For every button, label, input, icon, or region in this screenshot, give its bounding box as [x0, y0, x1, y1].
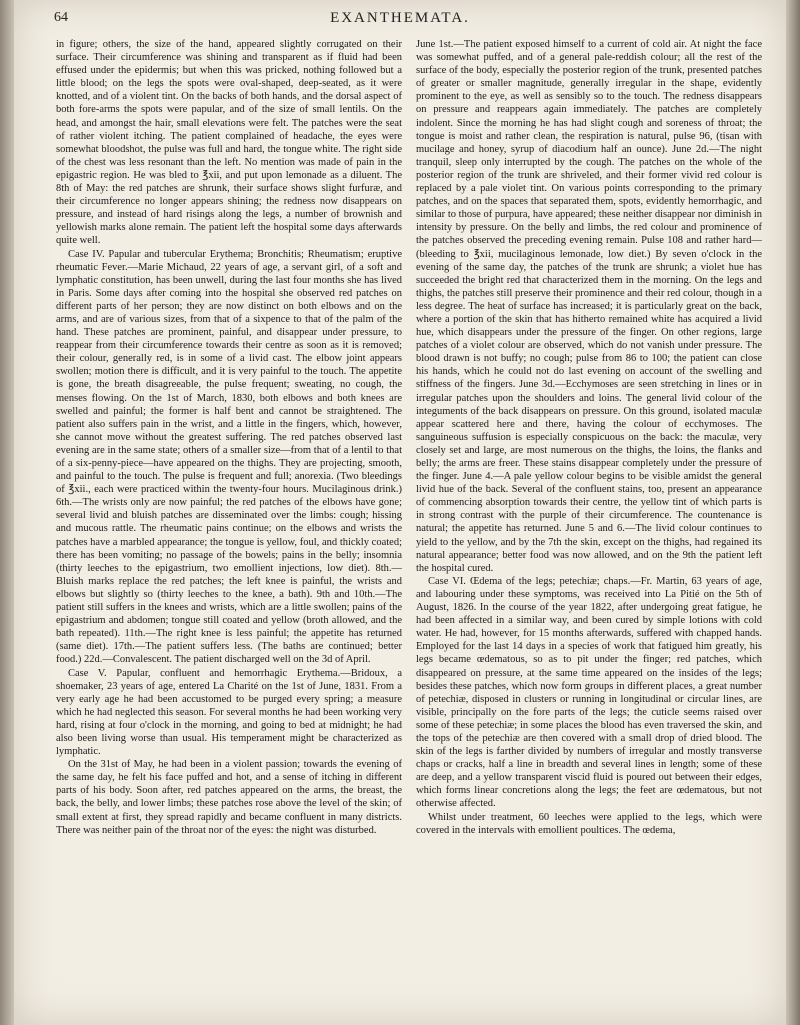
- paragraph: in figure; others, the size of the hand, appeared slightly corrugated on their surface. Their circumference was shining and transparent as if fluid had been effused under the epidermis; but when this was pricked, nothing followed but a little blood; on the legs the spots were oval-shaped, deep-seated, as it were knotted, and of a violent tint. On the backs of both hands, and the dorsal aspect of both fore-arms the spots were papular, and of the size of small lentils. On the head, and amongst the hair, small elevations were felt. The patches were the seat of rather violent itching. The patient complained of headache, the eyes were somewhat bloodshot, the pulse was full and hard, the tongue white. The right side of the chest was less resonant than the left. No mention was made of pain in the epigastric region. He was bled to ℥xii, and put upon lemonade as a diluent. The 8th of May: the red patches are shrunk, their surface shows slight furfuræ, and their circumference no longer appears shining; the redness now disappears on pressure, and instead of hard risings along the legs, a number of brownish and yellowish marks alone remain. The patient left the hospital some days afterwards quite well.: [56, 39, 402, 247]
- page-header: [34, 10, 766, 32]
- running-head: EXANTHEMATA.: [330, 10, 470, 26]
- book-page: [14, 0, 786, 1025]
- paragraph: Case IV. Papular and tubercular Erythema; Bronchitis; Rheumatism; eruptive rheumatic Fever.—Marie Michaud, 22 years of age, a servant girl, of a soft and lymphatic constitution, has been unwell, during the last four months she has lived in Paris. Some days after coming into the hospital she observed red patches on different parts of her person; they are now distinct on both elbows and on the arms, and are of various sizes, from that of a sixpence to that of the palm of the hand. These patches are prominent, painful, and disappear under pressure, to reappear from their circumference towards their centre as soon as it is removed; their colour, generally red, is in some of a livid cast. The elbow joint appears swollen; motion there is difficult, and it is very painful to the touch. The appetite is gone, the breath disagreeable, the pulse frequent; sweating, no cough, the menses flowing. On the 1st of March, 1830, both elbows and both knees are swelled and painful; the former is half bent and cannot be straightened. The patient also suffers pain in the wrist, and a little in the fingers, which, however, she cannot move without the greatest suffering. The red patches observed last evening are in the same state; others of a smaller size—from that of a lentil to that of a six-penny-piece—have appeared on the thighs. They are projecting, smooth, and painful to the touch. The pulse is frequent and full; anorexia. (Two bleedings of ℥xii., each were practiced within the twenty-four hours. Mucilaginous drink.) 6th.—The wrists only are now painful; the red patches of the elbows have gone; several livid and bluish patches are disseminated over the limbs: cough; hissing and mucous rattle. The rheumatic pains continue; on the elbows and wrists the patches have a marbled appearance; the tongue is yellow, foul, and thickly coated; there has been vomiting; no passage of the bowels; pains in the belly; insomnia (thirty leeches to the epigastrium, two emollient injections, low diet). 8th.—Bluish marks replace the red patches; the left knee is painful, the wrists and elbows but slightly so (thirty leeches to the knee, a bath). 9th and 10th.—The patient still suffers in the knees and wrists, which are a little swollen; pains of the epigastrium and abdomen; tongue still coated and yellow (broth allowed, and the bath repeated). 11th.—The right knee is less painful; the appetite has returned (same diet). 17th.—The patient suffers less. (The baths are continued; better food.) 22d.—Convalescent. The patient discharged well on the 3d of April.: [56, 248, 402, 666]
- page-number: 64: [54, 10, 68, 25]
- paragraph: Case V. Papular, confluent and hemorrhagic Erythema.—Bridoux, a shoemaker, 23 years of age, entered La Charité on the 1st of June, 1831. From a very early age he had been accustomed to be purged every spring; a measure which he had neglected this season. For several months he had been working very hard, rising at four o'clock in the morning, and going to bed at midnight; he had also been living worse than usual. His temperament might be characterized as lymphatic.: [56, 667, 402, 758]
- left-column: [56, 38, 402, 1010]
- book-gutter: [0, 0, 14, 1025]
- paragraph: On the 31st of May, he had been in a violent passion; towards the evening of the same day, he felt his face puffed and hot, and a sense of itching in different parts of his body. Soon after, red patches appeared on the arms, the breast, the back, the belly, and lower limbs; these patches rose above the level of the skin; of small extent at first, they spread rapidly and became confluent in many districts. There was neither pain of the throat nor of the eyes: the night was disturbed.: [56, 759, 402, 836]
- right-column: [416, 38, 762, 1010]
- paragraph: Whilst under treatment, 60 leeches were applied to the legs, which were covered in the intervals with emollient poultices. The œdema,: [416, 811, 762, 836]
- paragraph: June 1st.—The patient exposed himself to a current of cold air. At night the face was somewhat puffed, and of a general pale-reddish colour; all the rest of the surface of the body, especially the posterior region of the trunk, presented patches of greater or smaller magnitude, generally irregular in the shape, evidently prominent to the eye, as well as sensibly so to the touch. The redness disappears on pressure and reappears again immediately. The patches are completely indolent. Since the morning he has had slight cough and soreness of throat; the tongue is moist and rather clean, the respiration is natural, pulse 96, (tisan with mucilage and honey, syrup of diacodium half an ounce). June 2d.—The night tranquil, sleep only interrupted by the cough. The patches on the whole of the posterior region of the trunk are shriveled, and their former vivid red colour is replaced by a pale violet tint. On various points corresponding to the primary patches, and on the spaces that separated them, spots, evidently hemorrhagic, and similar to those of purpura, have appeared; these neither disappear nor diminish in intensity by pressure. On the belly and limbs, the red colour and prominence of the patches observed the preceding evening remain. Pulse 108 and rather hard—(bleeding to ℥xii, mucilaginous lemonade, low diet.) By seven o'clock in the evening of the same day, the patches of the trunk are shrunk; a violet hue has succeeded the bright red that characterized them in the morning. On the legs and thighs, the patches still preserve their prominence and their red colour, though in a less degree. The heat of surface has increased; it is particularly great on the back, where a portion of the skin that has hitherto remained white has acquired a livid hue, which disappears under the pressure of the finger. On other regions, large patches of a violet colour are observed, which do not vanish under pressure. The blood drawn is not buffy; no cough; pulse from 86 to 100; the patient can close his hands, which he could not do last evening on account of the swelling and stiffness of the fingers. June 3d.—Ecchymoses are seen stretching in lines or in irregular patches upon the shoulders and loins. The general livid colour of the integuments of the back disappears on pressure. On this ground, isolated maculæ appear scattered here and there, having the colour of ecchymoses. The sanguineous suffusion is especially conspicuous on the back: the maculæ, very closely set and large, are most numerous on the thighs, the loins, the flanks and belly; the arms are freer. These stains disappear completely under the pressure of the finger. June 4.—A pale yellow colour begins to be visible amidst the general livid hue of the back. Several of the confluent stains, too, present an appearance of commencing absorption towards their centre, the yellow tint of which parts is in strong contrast with the purple of their circumference. The countenance is natural; the appetite has returned. June 5 and 6.—The livid colour continues to yield to the yellow, and by the 7th the skin, except on the thighs, had regained its natural appearance; better food was now allowed, and on the 9th the patient left the hospital cured.: [416, 39, 762, 574]
- paragraph: Case VI. Œdema of the legs; petechiæ; chaps.—Fr. Martin, 63 years of age, and labouring under these symptoms, was received into La Pitié on the 5th of August, 1826. In the course of the year 1822, after undergoing great fatigue, he had been affected in a similar way, and been cured by simple lotions with cold water. He had, however, for 15 months afterwards, suffered with chapped hands. Employed for the last 14 days in a species of work that fatigued him greatly, his legs became œdematous, so as to pit under the finger; red patches, which disappeared on pressure, at the same time appeared on the insides of the legs; besides these patches, which now form groups in different places, a great number of petechiæ, disposed in clusters or running in longitudinal or circular lines, are visible, principally on the fore parts of the legs; the cuticle seems raised over some of these petechiæ; in some places the blood has even traversed the skin, and the tops of the petechiæ are then covered with a small drop of dried blood. The skin of the legs is farther divided by numbers of irregular and mostly transverse chaps or cracks, half a line in breadth and several lines in length; some of these are deep, and a yellow transparent viscid fluid is poured out between their edges, which forms linear concretions along the legs; the feet are œdematous, but not otherwise affected.: [416, 575, 762, 810]
- page-edge: [786, 0, 800, 1025]
